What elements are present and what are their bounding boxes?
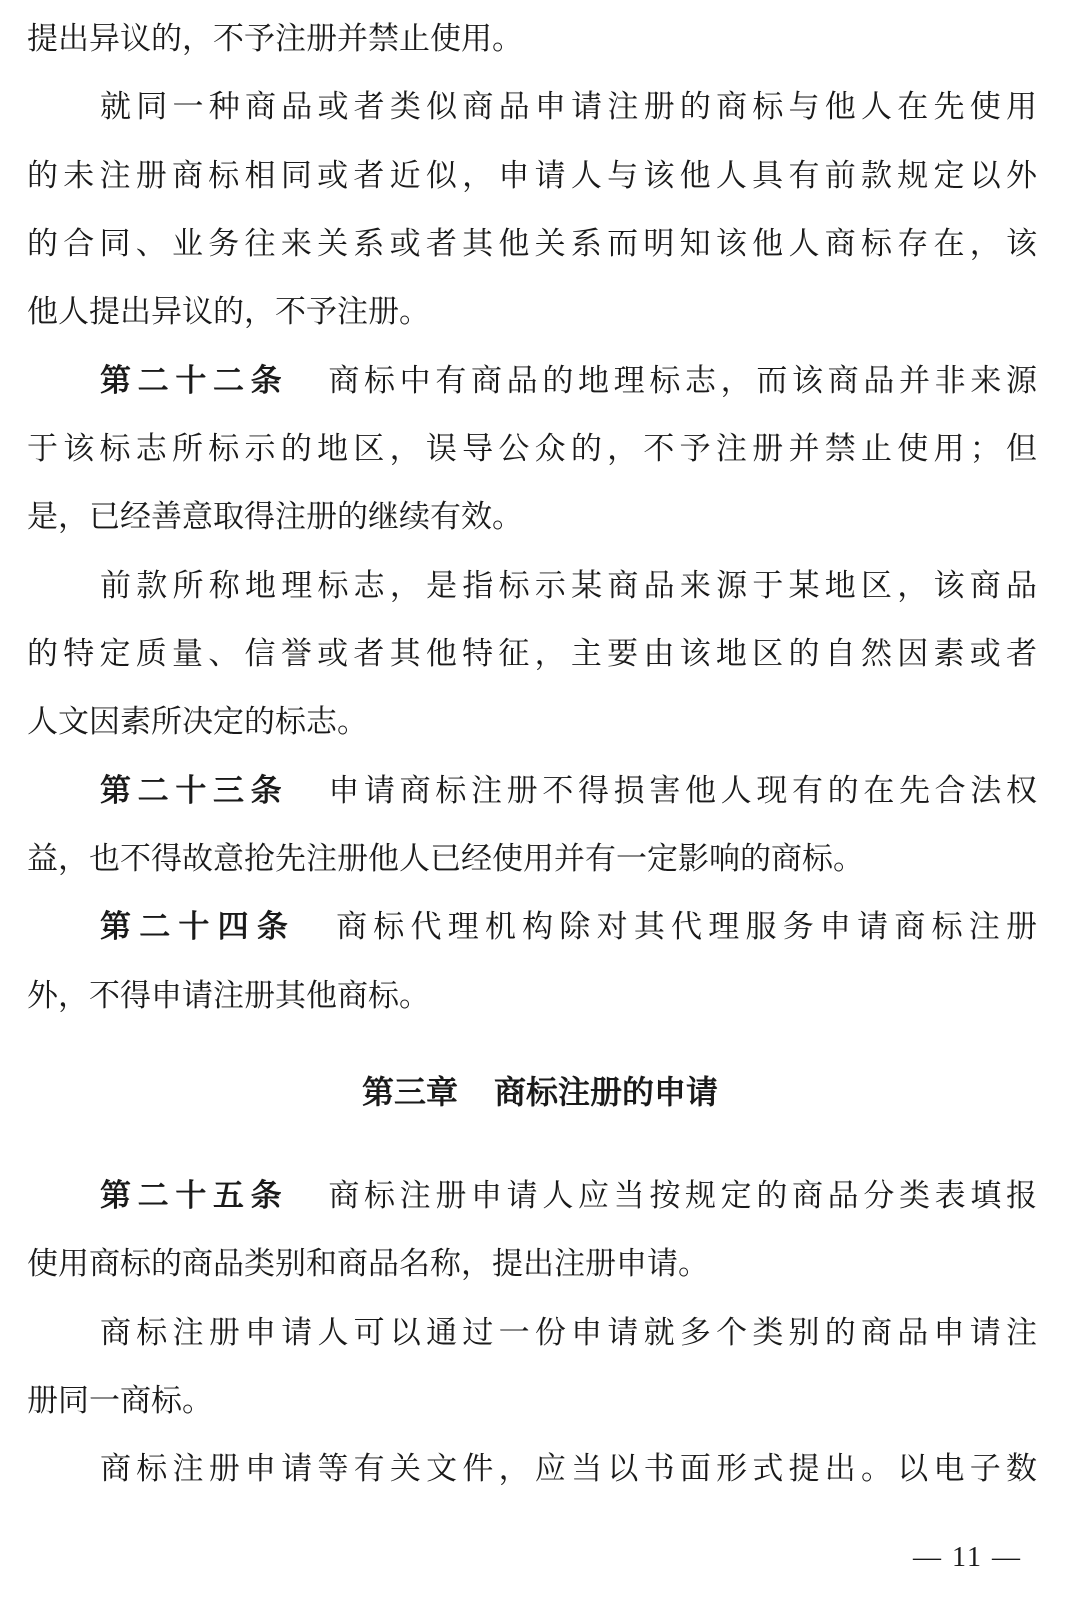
text-segment: 商标中有商品的地理标志，而该商品并非来源: [328, 363, 1038, 399]
text-line: 的未注册商标相同或者近似，申请人与该他人具有前款规定以外: [27, 158, 1037, 194]
article-24-first-line: [100, 907, 1037, 947]
article-heading: 第二十三条: [100, 773, 289, 809]
text-segment: 商标注册申请人应当按规定的商品分类表填报: [328, 1178, 1038, 1214]
text-line: 的特定质量、信誉或者其他特征，主要由该地区的自然因素或者: [27, 636, 1037, 672]
page-number: — 11 —: [913, 1542, 1022, 1573]
text-line: 的合同、业务往来关系或者其他关系而明知该他人商标存在，该: [27, 226, 1037, 262]
text-line: 益，也不得故意抢先注册他人已经使用并有一定影响的商标。: [27, 841, 864, 877]
chapter-heading: [0, 1072, 1080, 1112]
text-line: 就同一种商品或者类似商品申请注册的商标与他人在先使用: [100, 89, 1037, 125]
chapter-title: 商标注册的申请: [494, 1073, 719, 1111]
article-heading: 第二十二条: [100, 363, 289, 399]
text-line: 前款所称地理标志，是指标示某商品来源于某地区，该商品: [100, 568, 1037, 604]
text-line: 使用商标的商品类别和商品名称，提出注册申请。: [27, 1246, 709, 1282]
text-line: 册同一商标。: [27, 1383, 213, 1419]
article-23-first-line: [100, 771, 1037, 811]
article-25-first-line: [100, 1176, 1037, 1216]
chapter-number: 第三章: [361, 1073, 458, 1111]
text-line: 商标注册申请人可以通过一份申请就多个类别的商品申请注: [100, 1315, 1037, 1351]
article-heading: 第二十五条: [100, 1178, 289, 1214]
text-line: 于该标志所标示的地区，误导公众的，不予注册并禁止使用；但: [27, 431, 1037, 467]
article-22-first-line: [100, 361, 1037, 401]
text-line: 人文因素所决定的标志。: [27, 704, 368, 740]
text-line: 提出异议的，不予注册并禁止使用。: [27, 21, 523, 57]
text-line: 商标注册申请等有关文件，应当以书面形式提出。以电子数: [100, 1451, 1037, 1487]
text-line: 他人提出异议的，不予注册。: [27, 294, 430, 330]
article-heading: 第二十四条: [100, 909, 297, 945]
text-segment: 申请商标注册不得损害他人现有的在先合法权: [328, 773, 1038, 809]
text-segment: 商标代理机构除对其代理服务申请商标注册: [336, 909, 1038, 945]
text-line: 外，不得申请注册其他商标。: [27, 978, 430, 1014]
text-line: 是，已经善意取得注册的继续有效。: [27, 499, 523, 535]
